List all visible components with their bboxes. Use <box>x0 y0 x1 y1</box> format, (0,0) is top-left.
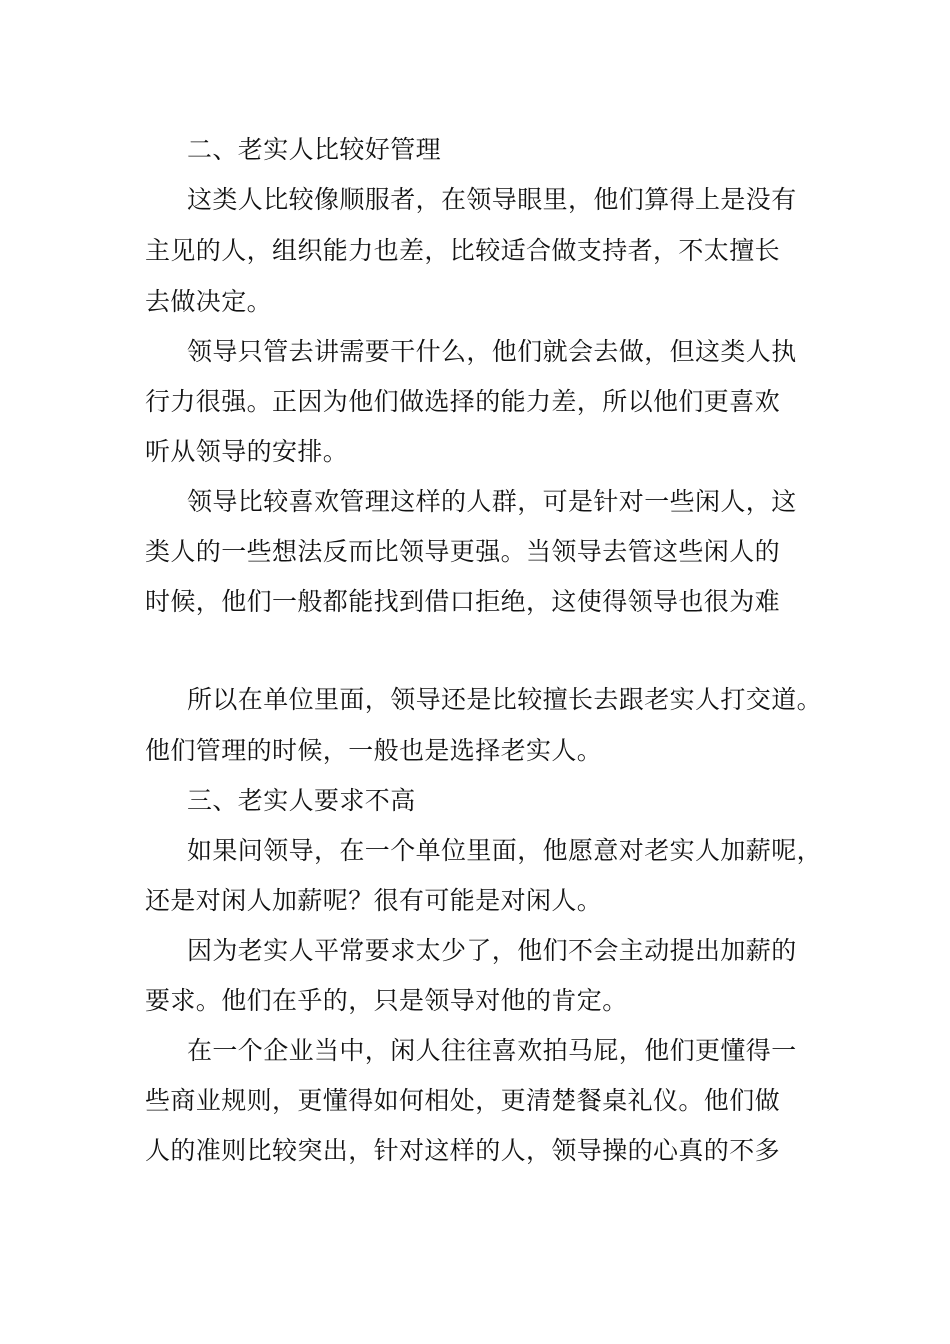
paragraph-line: 类人的一些想法反而比领导更强。当领导去管这些闲人的 <box>145 537 781 566</box>
paragraph-line: 去做决定。 <box>145 287 273 316</box>
paragraph-line: 时候，他们一般都能找到借口拒绝，这使得领导也很为难 <box>145 587 781 616</box>
paragraph-line: 如果问领导，在一个单位里面，他愿意对老实人加薪呢， <box>187 836 823 865</box>
paragraph-line: 人的准则比较突出，针对这样的人，领导操的心真的不多 <box>145 1136 781 1165</box>
section-heading-2: 二、老实人比较好管理 <box>187 135 442 164</box>
paragraph-line: 主见的人，组织能力也差，比较适合做支持者，不太擅长 <box>145 236 781 265</box>
paragraph-line: 在一个企业当中，闲人往往喜欢拍马屁，他们更懂得一 <box>187 1036 797 1065</box>
paragraph-line: 听从领导的安排。 <box>145 437 349 466</box>
paragraph-line: 领导只管去讲需要干什么，他们就会去做，但这类人执 <box>187 337 797 366</box>
paragraph-line: 因为老实人平常要求太少了，他们不会主动提出加薪的 <box>187 936 797 965</box>
paragraph-line: 他们管理的时候，一般也是选择老实人。 <box>145 736 603 765</box>
paragraph-line: 领导比较喜欢管理这样的人群，可是针对一些闲人，这 <box>187 487 797 516</box>
paragraph-line: 要求。他们在乎的，只是领导对他的肯定。 <box>145 986 628 1015</box>
section-heading-3: 三、老实人要求不高 <box>187 786 416 815</box>
paragraph-line: 所以在单位里面，领导还是比较擅长去跟老实人打交道。 <box>187 685 823 714</box>
paragraph-line: 行力很强。正因为他们做选择的能力差，所以他们更喜欢 <box>145 387 781 416</box>
paragraph-line: 还是对闲人加薪呢？很有可能是对闲人。 <box>145 886 603 915</box>
paragraph-line: 些商业规则，更懂得如何相处，更清楚餐桌礼仪。他们做 <box>145 1086 781 1115</box>
paragraph-line: 这类人比较像顺服者，在领导眼里，他们算得上是没有 <box>187 185 797 214</box>
